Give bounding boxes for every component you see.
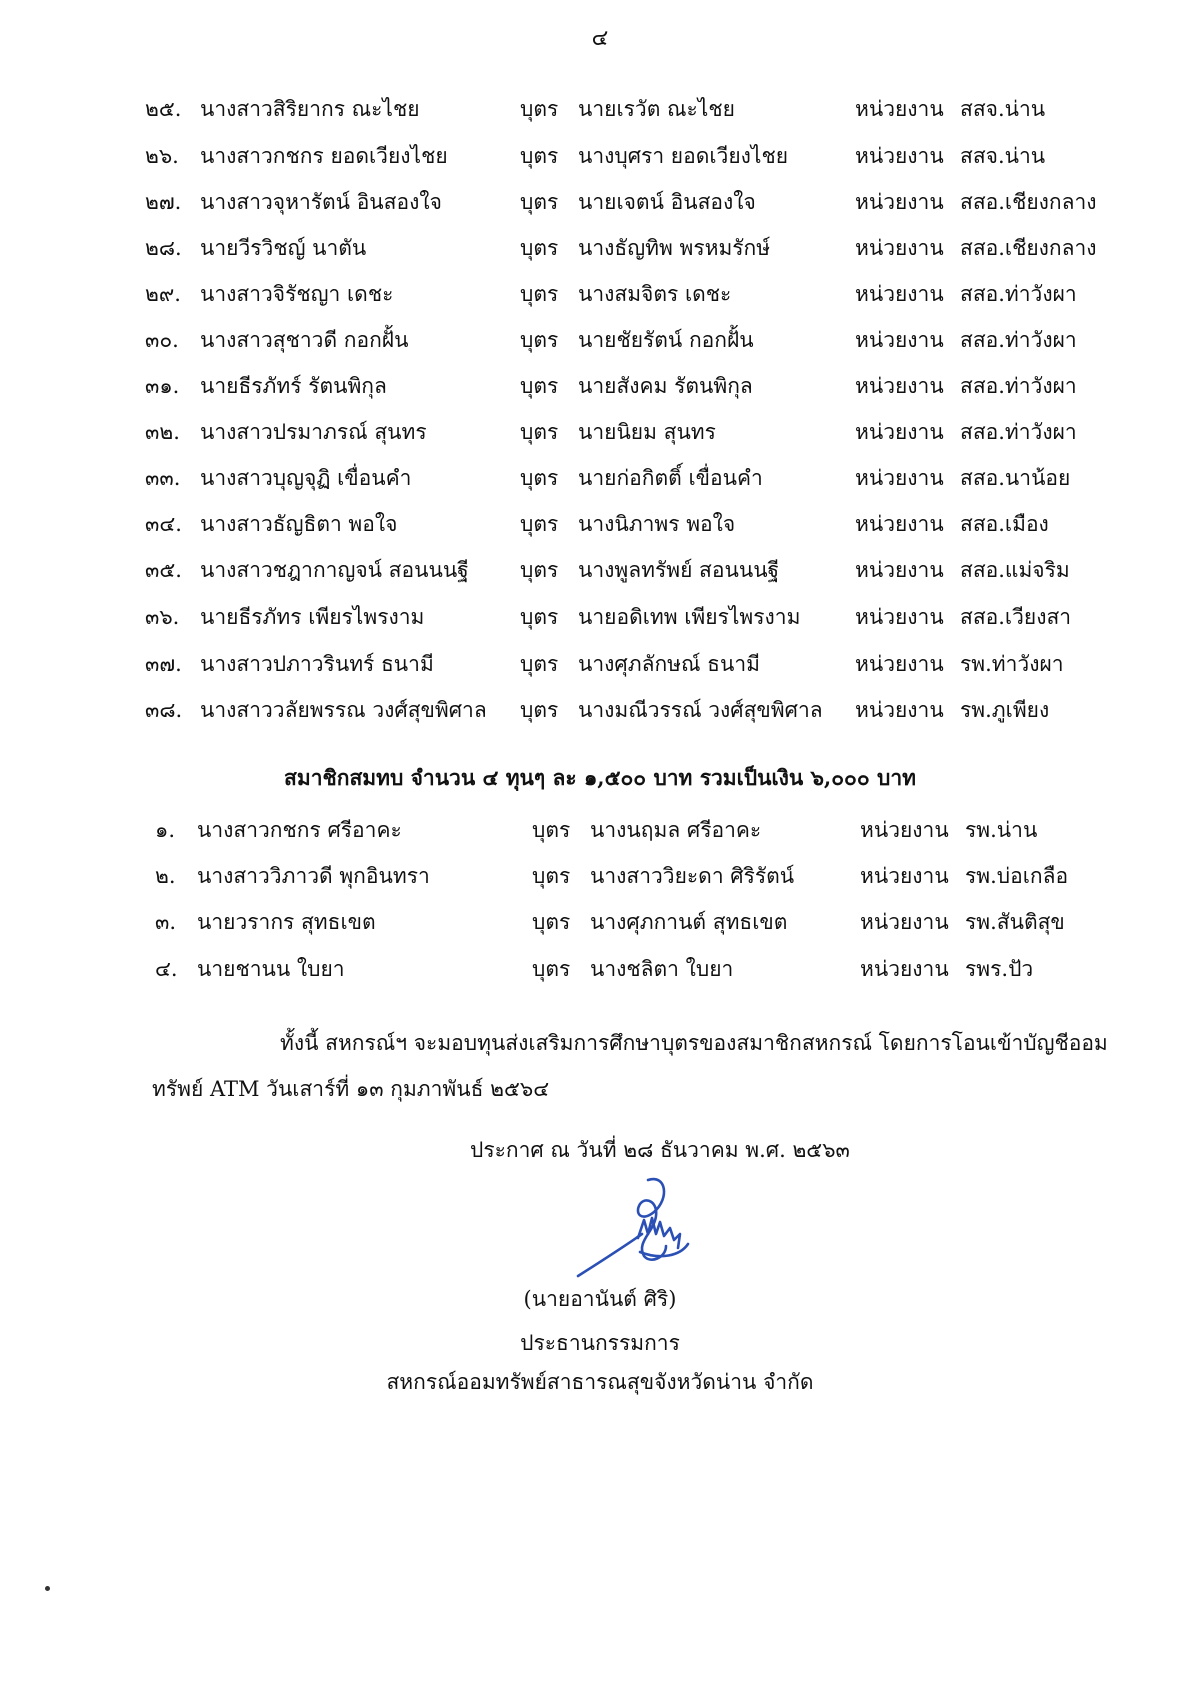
parent-name: นางชลิตา ใบยา [590, 957, 734, 981]
unit-label: หน่วยงาน [860, 957, 949, 981]
item-number: ๓. [155, 910, 177, 934]
relation: บุตร [520, 97, 559, 121]
item-number: ๓๘. [145, 698, 183, 722]
relation: บุตร [532, 864, 571, 888]
student-name: นางสาวบุญจุฏิ เขื่อนคำ [200, 466, 412, 490]
closing-paragraph: ทั้งนี้ สหกรณ์ฯ จะมอบทุนส่งเสริมการศึกษาบุตรของสมาชิกสหกรณ์ โดยการโอนเข้าบัญชีออมทรัพย์ ATM วันเสาร์ที่ ๑๓ กุมภาพันธ์ ๒๕๖๔ [152, 1031, 1108, 1101]
student-name: นายวีรวิชญ์ นาตัน [200, 236, 367, 260]
relation: บุตร [532, 818, 571, 842]
relation: บุตร [520, 466, 559, 490]
item-number: ๓๒. [145, 420, 180, 444]
unit-label: หน่วยงาน [855, 512, 944, 536]
student-name: นางสาวสุชาวดี กอกฝั้น [200, 328, 409, 352]
parent-name: นางธัญทิพ พรหมรักษ์ [578, 236, 771, 260]
unit-name: สสอ.เชียงกลาง [960, 236, 1097, 260]
relation: บุตร [520, 558, 559, 582]
unit-name: สสอ.เวียงสา [960, 605, 1072, 629]
unit-label: หน่วยงาน [855, 558, 944, 582]
parent-name: นางบุศรา ยอดเวียงไชย [578, 144, 789, 168]
student-name: นางสาวสิริยากร ณะไชย [200, 97, 420, 121]
signer-name: (นายอานันต์ ศิริ) [523, 1287, 677, 1311]
student-name: นางสาววิภาวดี พุกอินทรา [197, 864, 430, 888]
unit-name: สสอ.ท่าวังผา [960, 328, 1077, 352]
unit-label: หน่วยงาน [860, 910, 949, 934]
unit-name: สสจ.น่าน [960, 144, 1046, 168]
parent-name: นางสมจิตร เดชะ [578, 282, 732, 306]
student-name: นางสาววลัยพรรณ วงศ์สุขพิศาล [200, 698, 487, 722]
student-name: นางสาวปรมาภรณ์ สุนทร [200, 420, 427, 444]
unit-label: หน่วยงาน [855, 466, 944, 490]
relation: บุตร [520, 652, 559, 676]
parent-name: นายชัยรัตน์ กอกฝั้น [578, 328, 754, 352]
signer-title: ประธานกรรมการ [520, 1331, 680, 1355]
item-number: ๑. [155, 818, 176, 842]
student-name: นายธีรภัทร์ รัตนพิกุล [200, 374, 387, 398]
parent-name: นายก่อกิตติ์ เขื่อนคำ [578, 466, 763, 490]
item-number: ๓๔. [145, 512, 182, 536]
student-name: นางสาวกชกร ยอดเวียงไชย [200, 144, 448, 168]
relation: บุตร [520, 698, 559, 722]
relation: บุตร [520, 328, 559, 352]
unit-name: สสอ.เมือง [960, 512, 1049, 536]
item-number: ๒๙. [145, 282, 181, 306]
relation: บุตร [520, 282, 559, 306]
unit-label: หน่วยงาน [855, 698, 944, 722]
student-name: นางสาวธัญธิตา พอใจ [200, 512, 398, 536]
unit-name: สสอ.นาน้อย [960, 466, 1071, 490]
unit-label: หน่วยงาน [855, 282, 944, 306]
item-number: ๓๑. [145, 374, 180, 398]
unit-label: หน่วยงาน [855, 374, 944, 398]
page-number: ๔ [591, 26, 609, 51]
unit-name: สสอ.ท่าวังผา [960, 420, 1077, 444]
student-name: นายธีรภัทร เพียรไพรงาม [200, 605, 425, 629]
parent-name: นายเรวัต ณะไชย [578, 97, 735, 121]
student-name: นางสาวกชกร ศรีอาคะ [197, 818, 402, 842]
item-number: ๒๘. [145, 236, 182, 260]
relation: บุตร [520, 512, 559, 536]
unit-label: หน่วยงาน [855, 328, 944, 352]
parent-name: นายอดิเทพ เพียรไพรงาม [578, 605, 801, 629]
parent-name: นางพูลทรัพย์ สอนนนฐี [578, 558, 780, 582]
unit-label: หน่วยงาน [855, 236, 944, 260]
item-number: ๓๓. [145, 466, 181, 490]
item-number: ๓๖. [145, 605, 180, 629]
unit-name: รพ.ท่าวังผา [960, 652, 1064, 676]
item-number: ๒๕. [145, 97, 182, 121]
parent-name: นางสาววิยะดา ศิริรัตน์ [590, 864, 795, 888]
relation: บุตร [520, 190, 559, 214]
student-name: นางสาวปภาวรินทร์ ธนามี [200, 652, 434, 676]
relation: บุตร [520, 144, 559, 168]
unit-name: สสอ.ท่าวังผา [960, 374, 1077, 398]
unit-name: สสอ.แม่จริม [960, 558, 1070, 582]
student-name: นางสาวจิรัชญา เดชะ [200, 282, 394, 306]
unit-name: สสจ.น่าน [960, 97, 1046, 121]
scan-speck [45, 1586, 50, 1591]
relation: บุตร [532, 910, 571, 934]
item-number: ๒. [155, 864, 176, 888]
student-name: นางสาวจุหารัตน์ อินสองใจ [200, 190, 442, 214]
unit-name: สสอ.ท่าวังผา [960, 282, 1077, 306]
relation: บุตร [520, 236, 559, 260]
unit-label: หน่วยงาน [855, 190, 944, 214]
relation: บุตร [520, 374, 559, 398]
announcement-date: ประกาศ ณ วันที่ ๒๘ ธันวาคม พ.ศ. ๒๕๖๓ [470, 1138, 850, 1162]
parent-name: นายเจตน์ อินสองใจ [578, 190, 756, 214]
parent-name: นางศุภลักษณ์ ธนามี [578, 652, 760, 676]
student-name: นางสาวชฎากาญจน์ สอนนนฐี [200, 558, 469, 582]
relation: บุตร [532, 957, 571, 981]
associate-section-heading: สมาชิกสมทบ จำนวน ๔ ทุนๆ ละ ๑,๕๐๐ บาท รวมเป็นเงิน ๖,๐๐๐ บาท [284, 765, 916, 790]
unit-name: รพ.บ่อเกลือ [965, 864, 1069, 888]
unit-label: หน่วยงาน [860, 818, 949, 842]
unit-label: หน่วยงาน [855, 652, 944, 676]
relation: บุตร [520, 605, 559, 629]
parent-name: นางนฤมล ศรีอาคะ [590, 818, 762, 842]
item-number: ๓๕. [145, 558, 182, 582]
student-name: นายชานน ใบยา [197, 957, 345, 981]
unit-label: หน่วยงาน [855, 605, 944, 629]
parent-name: นางมณีวรรณ์ วงศ์สุขพิศาล [578, 698, 823, 722]
unit-name: สสอ.เชียงกลาง [960, 190, 1097, 214]
unit-label: หน่วยงาน [855, 144, 944, 168]
item-number: ๒๗. [145, 190, 182, 214]
organization-name: สหกรณ์ออมทรัพย์สาธารณสุขจังหวัดน่าน จำกัด [386, 1370, 814, 1394]
item-number: ๔. [155, 957, 178, 981]
unit-name: รพ.น่าน [965, 818, 1038, 842]
parent-name: นายนิยม สุนทร [578, 420, 716, 444]
unit-label: หน่วยงาน [860, 864, 949, 888]
unit-name: รพ.สันติสุข [965, 910, 1065, 934]
unit-name: รพร.ปัว [965, 957, 1034, 981]
relation: บุตร [520, 420, 559, 444]
unit-label: หน่วยงาน [855, 97, 944, 121]
item-number: ๓๗. [145, 652, 182, 676]
item-number: ๒๖. [145, 144, 179, 168]
unit-label: หน่วยงาน [855, 420, 944, 444]
student-name: นายวรากร สุทธเขต [197, 910, 376, 934]
unit-name: รพ.ภูเพียง [960, 698, 1050, 722]
parent-name: นางนิภาพร พอใจ [578, 512, 736, 536]
parent-name: นางศุภกานต์ สุทธเขต [590, 910, 788, 934]
item-number: ๓๐. [145, 328, 179, 352]
parent-name: นายสังคม รัตนพิกุล [578, 374, 753, 398]
signature-image [570, 1172, 720, 1282]
